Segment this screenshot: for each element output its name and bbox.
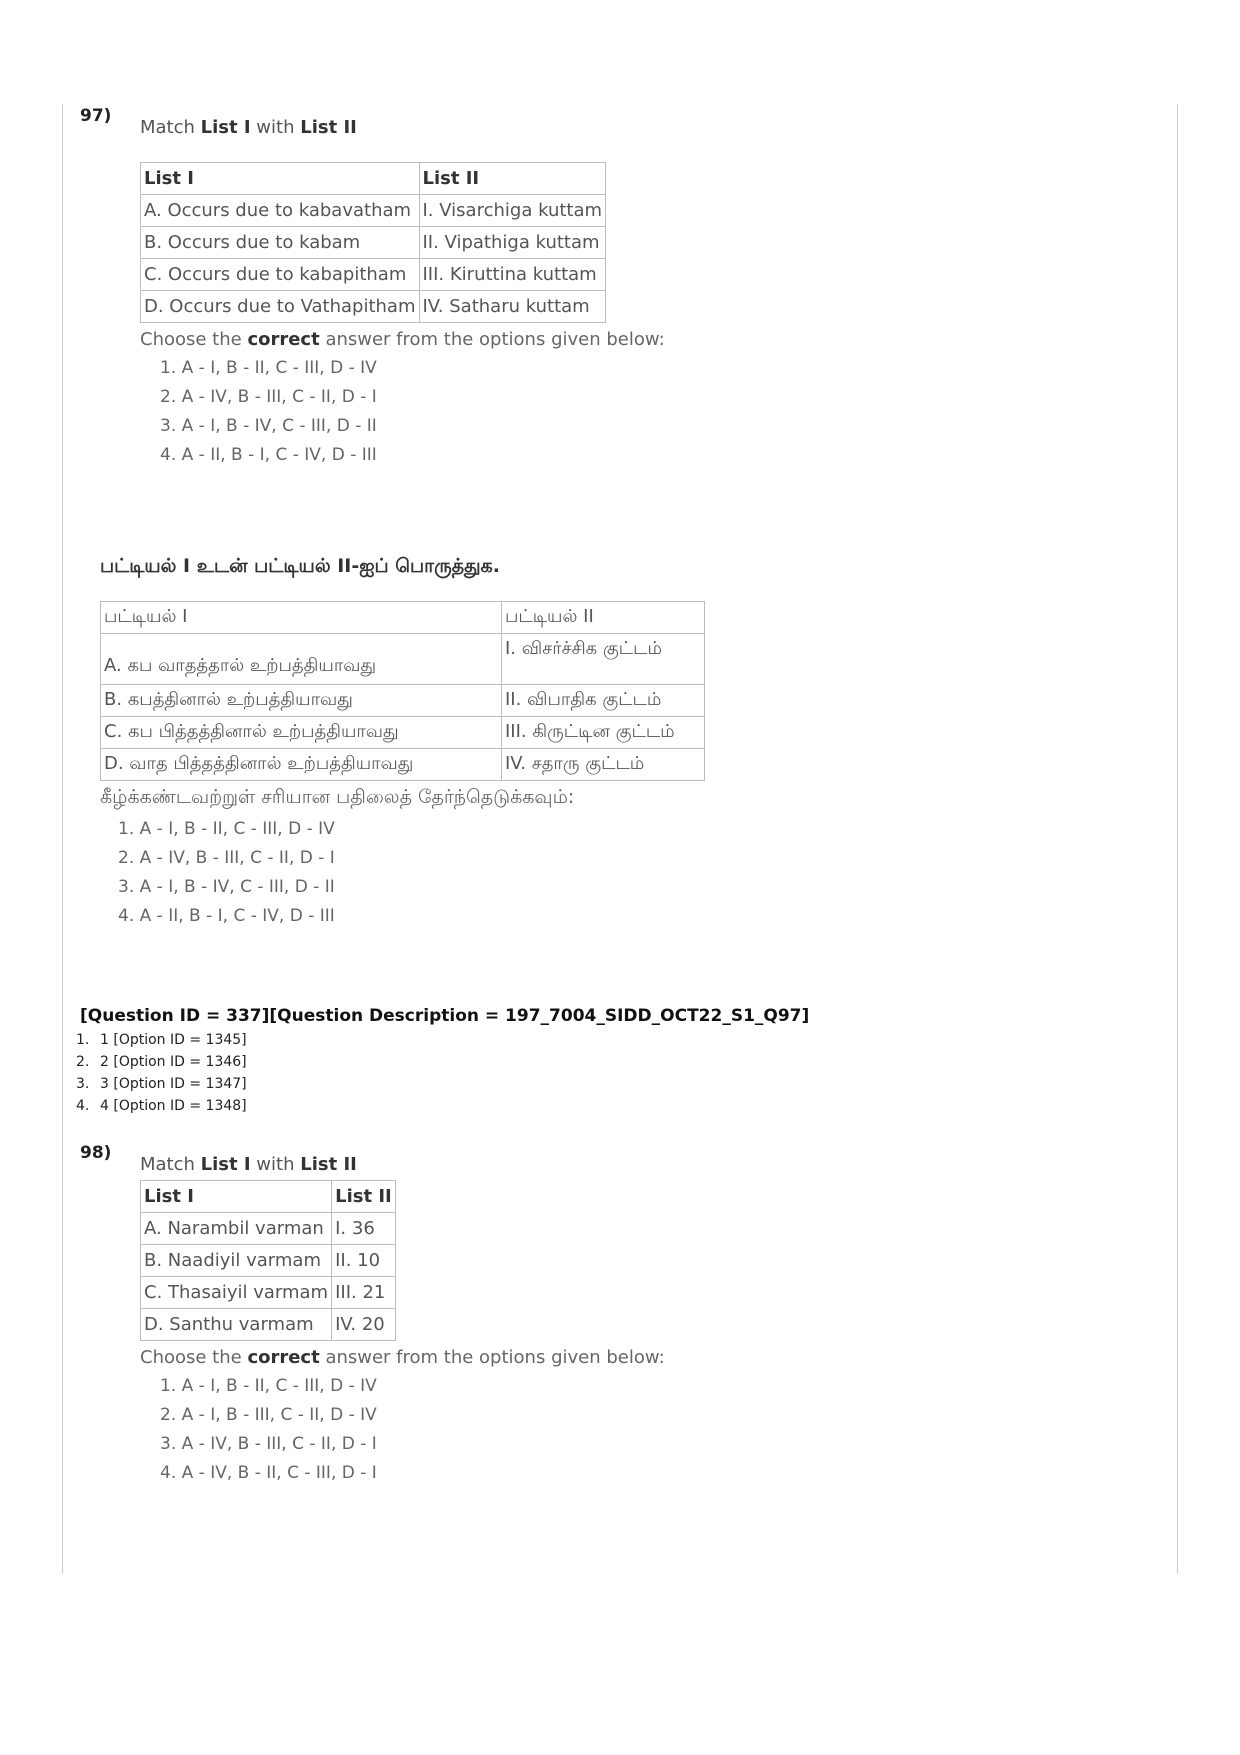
question-prompt (140, 117, 357, 138)
table-cell: A. Occurs due to kabavatham (141, 195, 420, 227)
match-table (140, 162, 606, 323)
answer-options (160, 354, 377, 470)
item-text: 1 [Option ID = 1345] (100, 1032, 247, 1048)
table-cell: C. Occurs due to kabapitham (141, 259, 420, 291)
instruction-text: Choose the (140, 329, 248, 350)
column-header: List II (419, 163, 606, 195)
prompt-list1: List I (200, 1154, 251, 1175)
item-number: 2. (76, 1054, 90, 1070)
table-cell: B. கபத்தினால் உற்பத்தியாவது (101, 685, 502, 717)
column-header: List I (141, 1181, 332, 1213)
table-row (141, 227, 606, 259)
list-item: 1. A - I, B - II, C - III, D - IV (118, 819, 335, 839)
table-row (141, 1213, 396, 1245)
list-item: 2. A - IV, B - III, C - II, D - I (160, 387, 377, 407)
item-number: 1. (76, 1032, 90, 1048)
table-cell: I. 36 (332, 1213, 396, 1245)
table-cell: A. Narambil varman (141, 1213, 332, 1245)
right-margin-line (1177, 104, 1178, 1574)
instruction-text: answer from the options given below: (319, 329, 665, 350)
table-cell: D. Santhu varmam (141, 1309, 332, 1341)
table-header-row (101, 602, 705, 634)
prompt-text: with (250, 1154, 301, 1175)
prompt-text: Match (140, 117, 201, 138)
prompt-list2: List II (300, 1154, 357, 1175)
table-cell: D. Occurs due to Vathapitham (141, 291, 420, 323)
list-item (76, 1029, 247, 1051)
table-cell: D. வாத பித்தத்தினால் உற்பத்தியாவது (101, 749, 502, 781)
table-cell: C. கப பித்தத்தினால் உற்பத்தியாவது (101, 717, 502, 749)
table-cell: I. Visarchiga kuttam (419, 195, 606, 227)
list-item: 1. A - I, B - II, C - III, D - IV (160, 358, 377, 378)
column-header: பட்டியல் I (101, 602, 502, 634)
table-row (141, 1245, 396, 1277)
option-id-list (76, 1029, 247, 1117)
question-id-line: [Question ID = 337][Question Description = 197_7004_SIDD_OCT22_S1_Q97] (80, 1006, 810, 1026)
tamil-question-prompt: பட்டியல் I உடன் பட்டியல் II-ஐப் பொருத்துக. (100, 555, 500, 577)
left-margin-line (62, 104, 63, 1574)
list-item: 4. A - IV, B - II, C - III, D - I (160, 1463, 377, 1483)
table-cell: IV. 20 (332, 1309, 396, 1341)
table-cell: I. விசர்ச்சிக குட்டம் (502, 634, 705, 685)
table-cell: B. Occurs due to kabam (141, 227, 420, 259)
table-cell: IV. Satharu kuttam (419, 291, 606, 323)
table-cell: A. கப வாதத்தால் உற்பத்தியாவது (101, 634, 502, 685)
choose-instruction (140, 1347, 665, 1368)
list-item: 4. A - II, B - I, C - IV, D - III (160, 445, 377, 465)
match-table (140, 1180, 396, 1341)
table-row (141, 1277, 396, 1309)
list-item: 3. A - I, B - IV, C - III, D - II (160, 416, 377, 436)
tamil-match-table (100, 601, 705, 781)
table-cell: II. விபாதிக குட்டம் (502, 685, 705, 717)
list-item: 4. A - II, B - I, C - IV, D - III (118, 906, 335, 926)
table-row (141, 1309, 396, 1341)
table-row (101, 717, 705, 749)
column-header: List II (332, 1181, 396, 1213)
table-cell: III. 21 (332, 1277, 396, 1309)
table-row (141, 291, 606, 323)
table-row (101, 749, 705, 781)
list-item: 3. A - I, B - IV, C - III, D - II (118, 877, 335, 897)
item-number: 3. (76, 1076, 90, 1092)
question-prompt (140, 1154, 357, 1175)
table-header-row (141, 163, 606, 195)
table-row (101, 634, 705, 685)
table-cell: III. Kiruttina kuttam (419, 259, 606, 291)
list-item (76, 1095, 247, 1117)
list-item (76, 1073, 247, 1095)
tamil-choose-instruction: கீழ்க்கண்டவற்றுள் சரியான பதிலைத் தேர்ந்தெடுக்கவும்: (100, 786, 575, 808)
item-text: 2 [Option ID = 1346] (100, 1054, 247, 1070)
table-cell: III. கிருட்டின குட்டம் (502, 717, 705, 749)
prompt-list1: List I (200, 117, 251, 138)
item-number: 4. (76, 1098, 90, 1114)
column-header: பட்டியல் II (502, 602, 705, 634)
table-cell: B. Naadiyil varmam (141, 1245, 332, 1277)
choose-instruction (140, 329, 665, 350)
list-item (76, 1051, 247, 1073)
list-item: 2. A - IV, B - III, C - II, D - I (118, 848, 335, 868)
table-cell: IV. சதாரு குட்டம் (502, 749, 705, 781)
question-number: 98) (80, 1143, 112, 1163)
item-text: 4 [Option ID = 1348] (100, 1098, 247, 1114)
table-cell: C. Thasaiyil varmam (141, 1277, 332, 1309)
table-cell: II. 10 (332, 1245, 396, 1277)
list-item: 1. A - I, B - II, C - III, D - IV (160, 1376, 377, 1396)
prompt-text: with (250, 117, 301, 138)
answer-options (160, 1372, 377, 1488)
tamil-answer-options (118, 815, 335, 931)
table-header-row (141, 1181, 396, 1213)
prompt-list2: List II (300, 117, 357, 138)
question-number: 97) (80, 106, 112, 126)
item-text: 3 [Option ID = 1347] (100, 1076, 247, 1092)
table-row (141, 259, 606, 291)
column-header: List I (141, 163, 420, 195)
table-row (141, 195, 606, 227)
instruction-bold: correct (247, 1347, 320, 1368)
prompt-text: Match (140, 1154, 201, 1175)
instruction-text: Choose the (140, 1347, 248, 1368)
list-item: 3. A - IV, B - III, C - II, D - I (160, 1434, 377, 1454)
list-item: 2. A - I, B - III, C - II, D - IV (160, 1405, 377, 1425)
instruction-text: answer from the options given below: (319, 1347, 665, 1368)
table-row (101, 685, 705, 717)
instruction-bold: correct (247, 329, 320, 350)
table-cell: II. Vipathiga kuttam (419, 227, 606, 259)
